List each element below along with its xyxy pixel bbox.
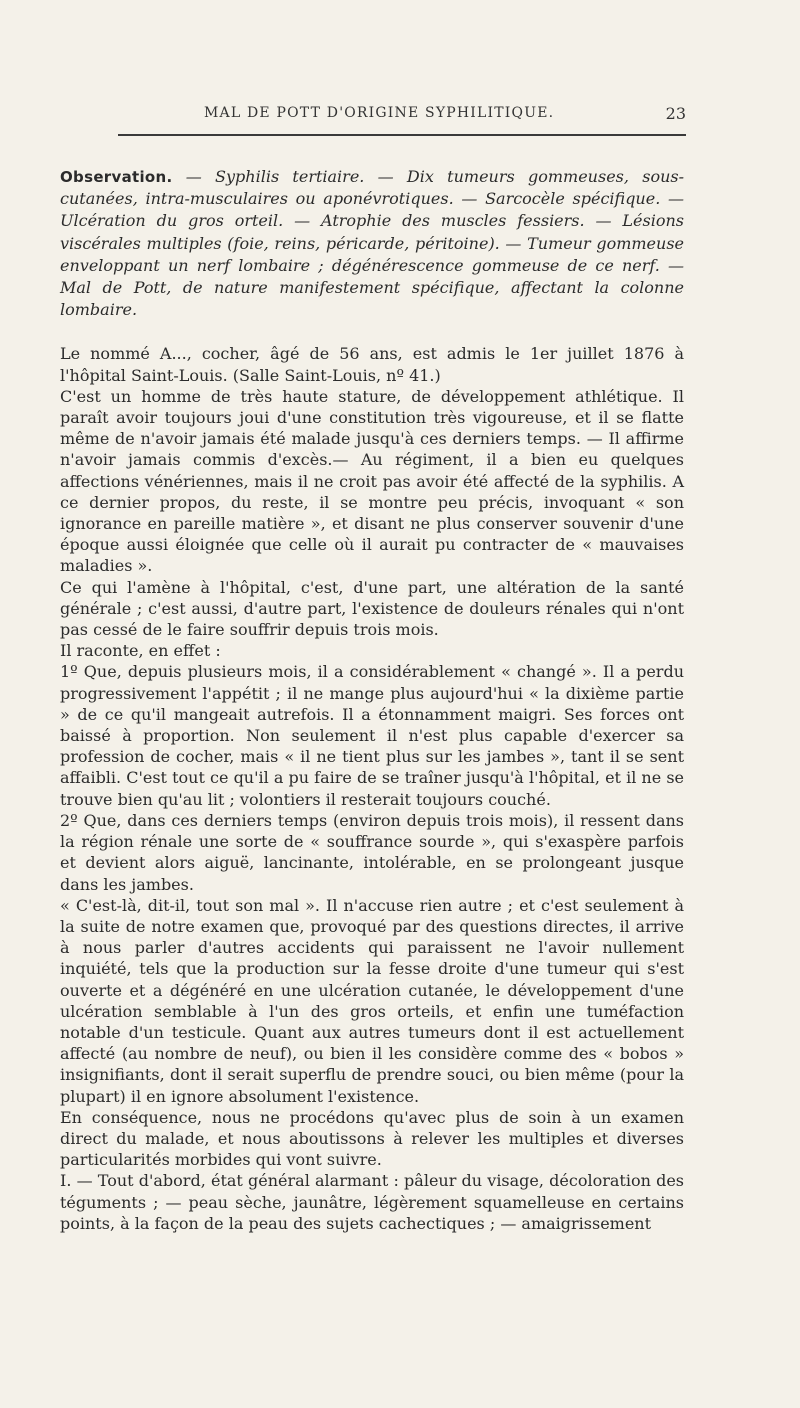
page-number: 23 — [665, 104, 686, 123]
paragraph-2: C'est un homme de très haute stature, de développement athlétique. Il paraît avoir toujours joui d'une constitution très vigoureuse, et il se flatte même de n'avoir jamais été malade jusqu'à ces derniers temps. — Il affirme n'avoir jamais commis d'excès.— Au régiment, il a bien eu quelques affections vénériennes, mais il ne croit pas avoir été affecté de la syphilis. A ce dernier propos, du reste, il se montre peu précis, invoquant « son ignorance en pareille matière », et disant ne plus conserver souvenir d'une époque aussi éloignée que celle où il aurait pu contracter de « mauvaises maladies ». — [60, 386, 684, 576]
page-body — [60, 166, 684, 1234]
observation-label: Observation. — [60, 168, 173, 186]
paragraph-3: Ce qui l'amène à l'hôpital, c'est, d'une part, une altération de la santé générale ; c'est aussi, d'autre part, l'existence de douleurs rénales qui n'ont pas cessé de le faire souffrir depuis trois mois. — [60, 577, 684, 640]
page-header — [118, 100, 686, 130]
running-title: MAL DE POTT D'ORIGINE SYPHILITIQUE. — [204, 105, 555, 121]
paragraph-5: 1º Que, depuis plusieurs mois, il a considérablement « changé ». Il a perdu progressivement l'appétit ; il ne mange plus aujourd'hui « la dixième partie » de ce qu'il mangeait autrefois. Il a étonnamment maigri. Ses forces ont baissé à proportion. Non seulement il n'est plus capable d'exercer sa profession de cocher, mais « il ne tient plus sur les jambes », tant il se sent affaibli. C'est tout ce qu'il a pu faire de se traîner jusqu'à l'hôpital, et il ne se trouve bien qu'au lit ; volontiers il resterait toujours couché. — [60, 662, 684, 809]
paragraph-7: « C'est-là, dit-il, tout son mal ». Il n'accuse rien autre ; et c'est seulement à la suite de notre examen que, provoqué par des questions directes, il arrive à nous parler d'autres accidents qui paraissent ne l'avoir nullement inquiété, tels que la production sur la fesse droite d'une tumeur qui s'est ouverte et a dégénéré en une ulcération cutanée, le développement d'une ulcération semblable à l'un des gros orteils, et enfin une tuméfaction notable d'un testicule. Quant aux autres tumeurs dont il est actuellement affecté (au nombre de neuf), ou bien il les considère comme des « bobos » insignifiants, dont il serait superflu de prendre souci, ou bien même (pour la plupart) il en ignore absolument l'existence. — [60, 895, 684, 1106]
paragraph-6: 2º Que, dans ces derniers temps (environ depuis trois mois), il ressent dans la région rénale une sorte de « souffrance sourde », qui s'exaspère parfois et devient alors aiguë, lancinante, intolérable, en se prolongeant jusque dans les jambes. — [60, 810, 684, 894]
paragraph-8: En conséquence, nous ne procédons qu'avec plus de soin à un examen direct du malade, et nous aboutissons à relever les multiples et diverses particularités morbides qui vont suivre. — [60, 1107, 684, 1170]
observation-summary-text: — Syphilis tertiaire. — Dix tumeurs gommeuses, sous-cutanées, intra-musculaires ou aponévrotiques. — Sarcocèle spécifique. — Ulcération du gros orteil. — Atrophie des muscles fessiers. — Lésions viscérales multiples (foie, reins, péricarde, péritoine). — Tumeur gommeuse enveloppant un nerf lombaire ; dégénérescence gommeuse de ce nerf. — Mal de Pott, de nature manifestement spécifique, affectant la colonne lombaire. — [60, 167, 684, 320]
observation-summary — [60, 166, 684, 321]
header-rule — [118, 134, 686, 136]
paragraph-1: Le nommé A..., cocher, âgé de 56 ans, est admis le 1er juillet 1876 à l'hôpital Saint-Louis. (Salle Saint-Louis, nº 41.) — [60, 344, 684, 385]
paragraph-9: I. — Tout d'abord, état général alarmant : pâleur du visage, décoloration des téguments ; — peau sèche, jaunâtre, légèrement squamelleuse en certains points, à la façon de la peau des sujets cachectiques ; — amaigrissement — [60, 1171, 684, 1233]
paragraph-4: Il raconte, en effet : — [60, 641, 221, 661]
